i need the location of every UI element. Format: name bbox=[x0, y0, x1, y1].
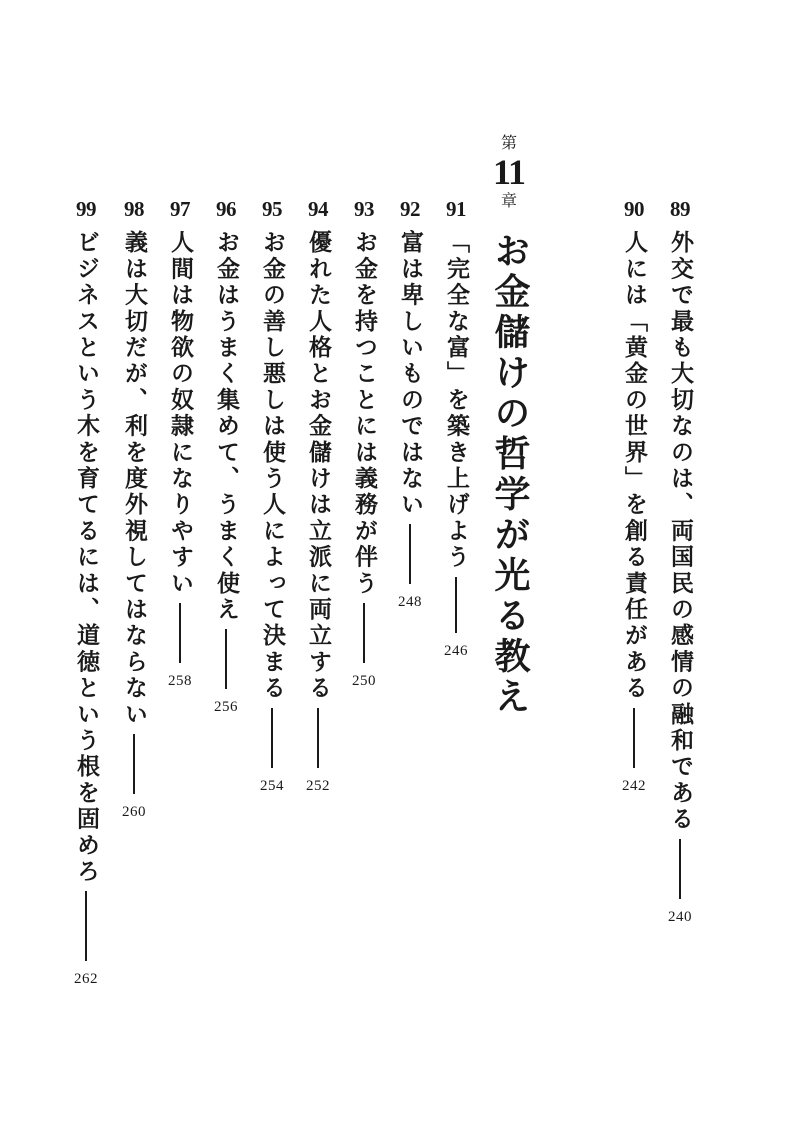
entry-number: 97 bbox=[170, 197, 190, 221]
leader-line bbox=[363, 603, 365, 663]
page-number: 258 bbox=[168, 672, 192, 689]
page-number: 242 bbox=[622, 777, 646, 794]
entry-title: 外交で最も大切なのは、両国民の感情の融和である bbox=[667, 230, 693, 833]
leader-line bbox=[271, 708, 273, 768]
entry-number: 92 bbox=[400, 197, 420, 221]
toc-entry[interactable] bbox=[660, 196, 700, 927]
leader-line bbox=[133, 734, 135, 794]
toc-entry[interactable] bbox=[436, 196, 476, 661]
page-number: 248 bbox=[398, 594, 422, 611]
chapter-prefix: 第 bbox=[500, 133, 517, 152]
toc-entry[interactable] bbox=[614, 196, 654, 796]
entry-title: お金はうまく集めて、うまく使え bbox=[213, 230, 239, 623]
leader-line bbox=[225, 629, 227, 689]
toc-entry[interactable] bbox=[66, 196, 106, 989]
entry-title: 人間は物欲の奴隷になりやすい bbox=[167, 230, 193, 597]
toc-entry[interactable] bbox=[160, 196, 200, 691]
entry-number: 94 bbox=[308, 197, 328, 221]
entry-title: 義は大切だが、利を度外視してはならない bbox=[121, 230, 147, 728]
entry-number: 89 bbox=[670, 197, 690, 221]
toc-entry[interactable] bbox=[344, 196, 384, 691]
leader-line bbox=[455, 577, 457, 633]
entry-number: 90 bbox=[624, 197, 644, 221]
page-number: 252 bbox=[306, 777, 330, 794]
entry-number: 99 bbox=[76, 197, 96, 221]
entry-number: 96 bbox=[216, 197, 236, 221]
leader-line bbox=[633, 708, 635, 768]
page-number: 262 bbox=[74, 971, 98, 987]
chapter-title: お金儲けの哲学が光る教え bbox=[489, 232, 530, 718]
page-number: 260 bbox=[122, 803, 146, 820]
toc-entry[interactable] bbox=[206, 196, 246, 717]
chapter-heading bbox=[478, 132, 540, 718]
entry-title: お金の善し悪しは使う人によって決まる bbox=[259, 230, 285, 702]
entry-title: 富は卑しいものではない bbox=[397, 230, 423, 519]
leader-line bbox=[317, 708, 319, 768]
toc-entry[interactable] bbox=[298, 196, 338, 796]
page-number: 246 bbox=[444, 642, 468, 659]
leader-line bbox=[679, 839, 681, 899]
entry-number: 98 bbox=[124, 197, 144, 221]
leader-line bbox=[85, 891, 87, 961]
leader-line bbox=[179, 603, 181, 663]
entry-title: 優れた人格とお金儲けは立派に両立する bbox=[305, 230, 331, 702]
chapter-suffix: 章 bbox=[500, 191, 517, 210]
page-number: 250 bbox=[352, 672, 376, 689]
entry-title: ビジネスという木を育てるには、道徳という根を固めろ bbox=[73, 230, 99, 885]
page-number: 256 bbox=[214, 699, 238, 715]
page-number: 240 bbox=[668, 908, 692, 925]
entry-title: お金を持つことには義務が伴う bbox=[351, 230, 377, 597]
entry-title: 人には「黄金の世界」を創る責任がある bbox=[621, 230, 647, 702]
toc-entry[interactable] bbox=[252, 196, 292, 796]
page-number: 254 bbox=[260, 777, 284, 794]
toc-entry[interactable] bbox=[390, 196, 430, 612]
entry-number: 95 bbox=[262, 197, 282, 221]
entry-number: 93 bbox=[354, 197, 374, 221]
leader-line bbox=[409, 524, 411, 584]
chapter-number: 11 bbox=[492, 152, 525, 192]
entry-number: 91 bbox=[446, 197, 466, 221]
entry-title: 「完全な富」を築き上げよう bbox=[443, 230, 469, 571]
toc-entry[interactable] bbox=[114, 196, 154, 822]
